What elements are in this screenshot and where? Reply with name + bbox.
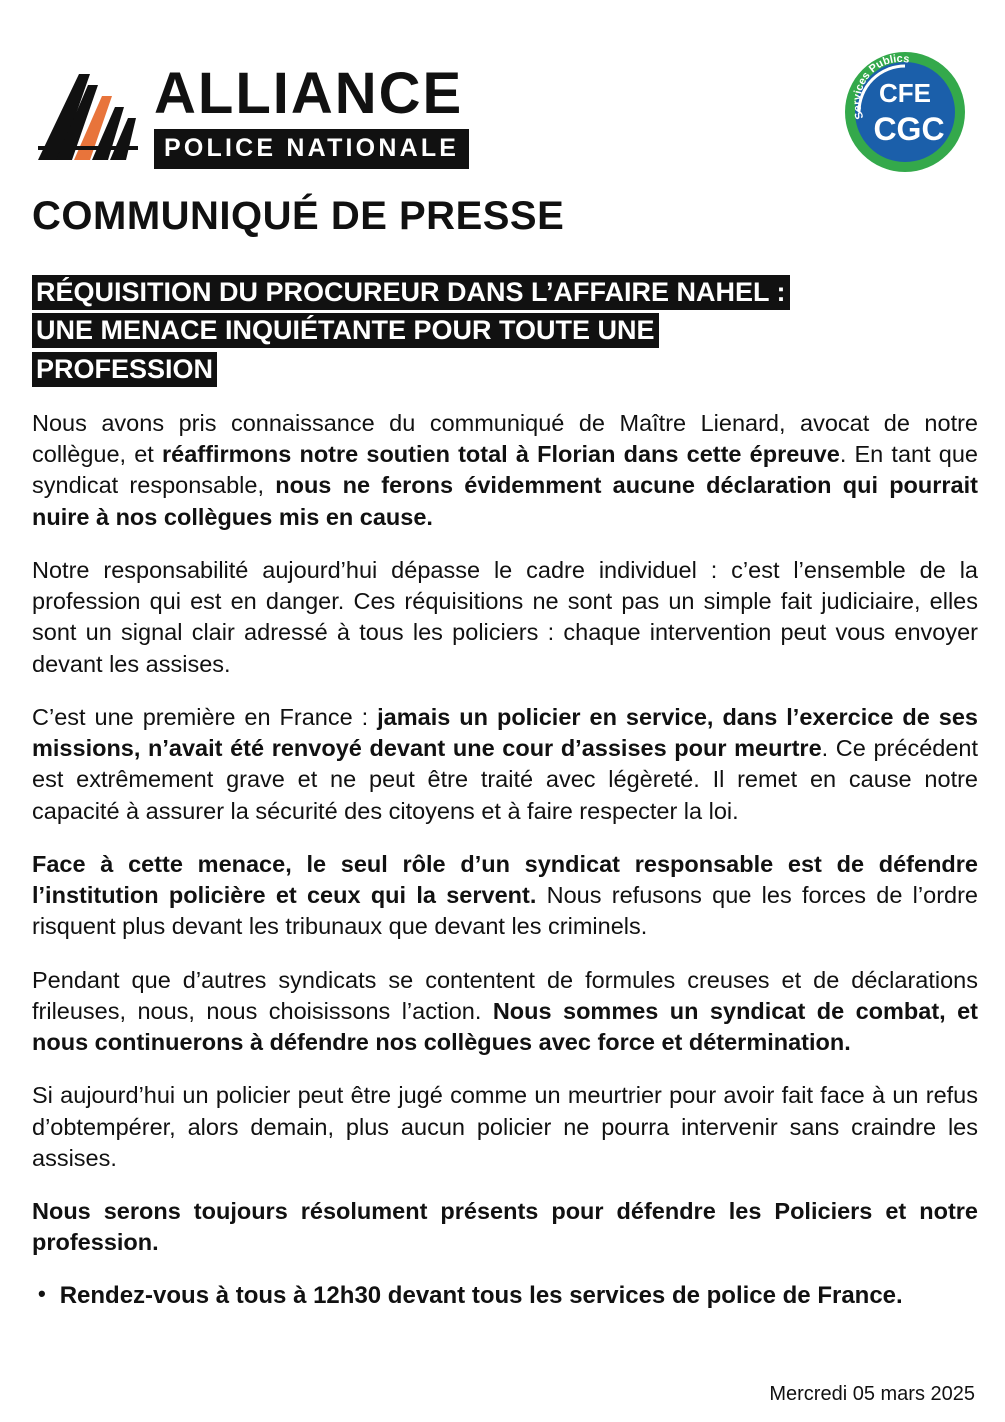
headline-block [32, 273, 972, 388]
headline-line-3-text: PROFESSION [32, 352, 217, 387]
body-content [32, 408, 978, 1311]
headline-line-1 [32, 273, 972, 311]
paragraph: Pendant que d’autres syndicats se contentent de formules creuses et de déclarations frileuses, nous, nous choisissons l’action. Nous sommes un syndicat de combat, et nous continuerons à défendre nos collègues avec force et détermination. [32, 966, 978, 1056]
document-date: Mercredi 05 mars 2025 [769, 1383, 975, 1405]
paragraph: Si aujourd’hui un policier peut être jugé comme un meurtrier pour avoir fait face à un refus d’obtempérer, alors demain, plus aucun policier ne pourra intervenir sans craindre les assises. [32, 1082, 978, 1171]
svg-text:Services Publics: Services Publics [851, 52, 911, 121]
paragraph: C’est une première en France : jamais un policier en service, dans l’exercice de ses missions, n’avait été renvoyé devant une cour d’assises pour meurtre. Ce précédent est extrêmement grave et ne peut être traité avec légèreté. Il remet en cause notre capacité à assurer la sécurité des citoyens et à faire respecter la loi. [32, 703, 978, 824]
page-title: COMMUNIQUÉ DE PRESSE [32, 194, 565, 238]
svg-text:CFE: CFE [879, 78, 931, 108]
alliance-logo [38, 60, 469, 169]
bullet-marker-icon: • [38, 1280, 46, 1306]
alliance-subtitle: POLICE NATIONALE [154, 129, 469, 169]
alliance-bars-icon [38, 60, 142, 160]
headline-line-2 [32, 311, 972, 349]
alliance-wordmark: ALLIANCE [154, 61, 464, 126]
document-header [30, 42, 975, 182]
paragraph: Face à cette menace, le seul rôle d’un syndicat responsable est de défendre l’institution policière et ceux qui la servent. Nous refusons que les forces de l’ordre risquent plus devant les tribunaux que devant les criminels. [32, 850, 978, 940]
cfe-cgc-logo-icon [843, 50, 967, 174]
list-item [38, 1280, 978, 1311]
headline-line-2-text: UNE MENACE INQUIÉTANTE POUR TOUTE UNE [32, 313, 659, 348]
paragraph: Nous avons pris connaissance du communiqué de Maître Lienard, avocat de notre collègue, et réaffirmons notre soutien total à Florian dans cette épreuve. En tant que syndicat responsable, nous ne ferons évidemment aucune déclaration qui pourrait nuire à nos collègues mis en cause. [32, 409, 978, 530]
paragraph: Notre responsabilité aujourd’hui dépasse le cadre individuel : c’est l’ensemble de la profession qui est en danger. Ces réquisitions ne sont pas un simple fait judiciaire, elles sont un signal clair adressé à tous les policiers : chaque intervention peut vous envoyer devant les assises. [32, 556, 978, 677]
headline-line-1-text: RÉQUISITION DU PROCUREUR DANS L’AFFAIRE NAHEL : [32, 275, 790, 310]
headline-line-3 [32, 350, 972, 388]
svg-text:CGC: CGC [873, 111, 945, 147]
bullet-text: Rendez-vous à tous à 12h30 devant tous les services de police de France. [59, 1281, 903, 1309]
paragraph: Nous serons toujours résolument présents pour défendre les Policiers et notre profession. [32, 1198, 978, 1256]
